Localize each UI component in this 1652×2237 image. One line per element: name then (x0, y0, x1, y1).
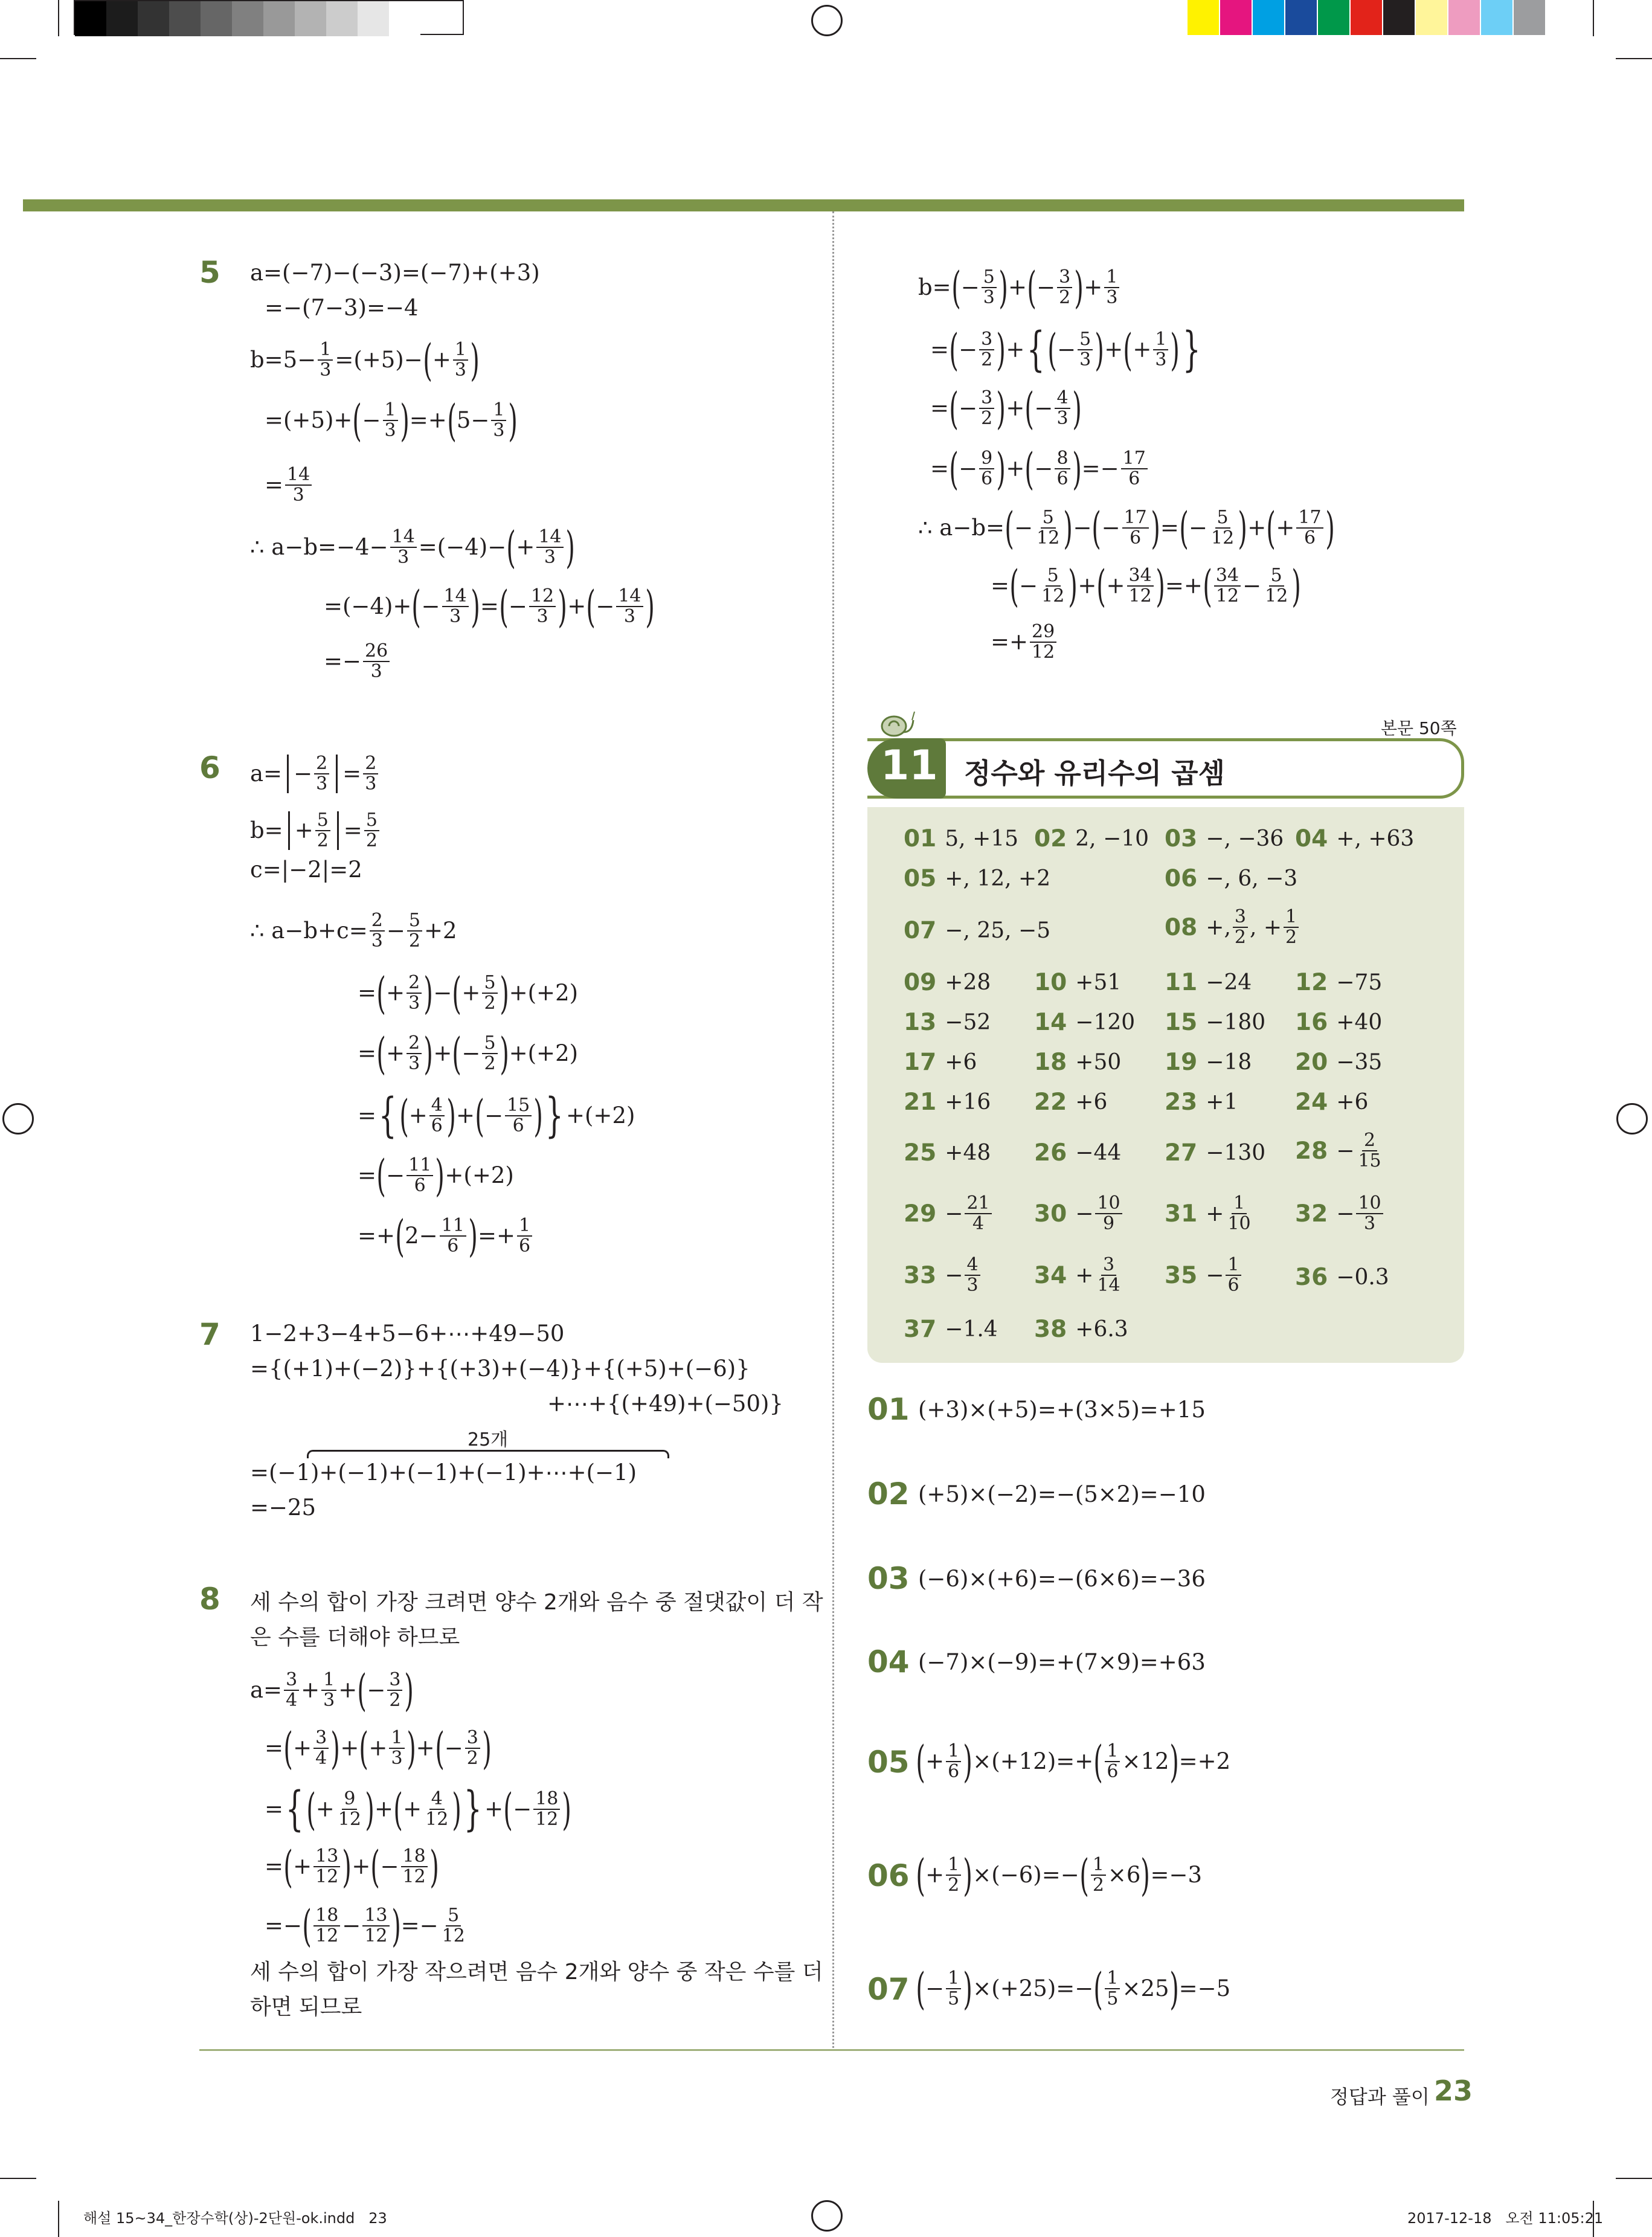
math-line: = ( + $\frac{2}{3}$ ) − ( + $\frac{5}{2}$ ) +(+2) (358, 968, 579, 1019)
solution-number: 03 (867, 1561, 910, 1596)
fraction: $\frac{1}{3}$ (453, 340, 468, 380)
math-line: a=(−7)−(−3)=(−7)+(+3) (250, 260, 540, 286)
fraction: $\frac{5}{3}$ (982, 268, 997, 307)
answer-item: 32 − $\frac{10}{3}$ (1295, 1194, 1385, 1234)
math-line: = ( + $\frac{13}{12}$ ) + ( − $\frac{18}{12}$ ) (265, 1841, 439, 1892)
fraction: $\frac{2}{3}$ (370, 911, 385, 951)
fraction: $\frac{2}{3}$ (363, 754, 378, 794)
answer-item: 26 −44 (1034, 1139, 1122, 1167)
fraction: $\frac{3}{2}$ (979, 388, 994, 428)
solution-number: 05 (867, 1745, 910, 1780)
fraction: $\frac{1}{3}$ (1153, 330, 1168, 370)
fraction: $\frac{3}{2}$ (1057, 268, 1072, 307)
fraction: $\frac{9}{12}$ (338, 1788, 361, 1830)
answer-item: 11 −24 (1165, 969, 1252, 996)
fraction: $\frac{3}{14}$ (1097, 1254, 1120, 1296)
math-line: a= − $\frac{2}{3}$ = $\frac{2}{3}$ (250, 754, 380, 794)
math-line: ( + $\frac{1}{6}$ ) ×(+12)=+ ( $\frac{1}{6}$ ×12 ) =+2 (916, 1736, 1231, 1787)
answer-item: 14 −120 (1034, 1009, 1136, 1036)
answer-item: 33 − $\frac{4}{3}$ (904, 1255, 982, 1295)
math-line: ( − $\frac{1}{5}$ ) ×(+25)=− ( $\frac{1}{5}$ ×25 ) =−5 (916, 1963, 1231, 2014)
count-label: 25개 (468, 1429, 509, 1450)
math-line: =−(7−3)=−4 (265, 295, 419, 321)
problem-number: 6 (199, 750, 220, 785)
fraction: $\frac{14}{3}$ (616, 587, 643, 626)
fraction: $\frac{21}{4}$ (965, 1194, 991, 1234)
fraction: $\frac{2}{3}$ (407, 1034, 422, 1073)
math-line: (−6)×(+6)=−(6×6)=−36 (918, 1566, 1206, 1592)
answer-item: 05 +, 12, +2 (904, 865, 1051, 892)
math-line: = ( − $\frac{3}{2}$ ) + ( − $\frac{4}{3}$ ) (930, 383, 1082, 434)
answer-item: 02 2, −10 (1034, 825, 1149, 852)
solution-number: 01 (867, 1392, 910, 1427)
fraction: $\frac{18}{12}$ (313, 1906, 340, 1946)
math-line: b=5− $\frac{1}{3}$ =(+5)− ( + $\frac{1}{3}$ ) (250, 335, 480, 385)
math-line: (−7)×(−9)=+(7×9)=+63 (918, 1649, 1206, 1675)
fraction: $\frac{1}{6}$ (1226, 1255, 1241, 1295)
fraction: $\frac{1}{2}$ (946, 1855, 961, 1895)
fraction: $\frac{5}{2}$ (407, 911, 422, 951)
math-line: =+ ( 2− $\frac{11}{6}$ ) =+ $\frac{1}{6}$ (358, 1214, 534, 1258)
fraction: $\frac{4}{6}$ (429, 1096, 445, 1136)
math-line: ={(+1)+(−2)}+{(+3)+(−4)}+{(+5)+(−6)} (250, 1356, 750, 1382)
fraction: $\frac{1}{5}$ (946, 1969, 961, 2009)
registration-mark-top (811, 5, 843, 36)
fraction: $\frac{3}{2}$ (979, 330, 994, 370)
math-line: =− $\frac{26}{3}$ (324, 642, 391, 681)
header-bar (23, 199, 1464, 211)
fraction: $\frac{14}{3}$ (442, 587, 469, 626)
fraction: $\frac{9}{6}$ (979, 449, 994, 489)
math-line: = { ( + $\frac{4}{6}$ ) + ( − $\frac{15}{6}$ ) } +(+2) (358, 1089, 635, 1143)
fraction: $\frac{1}{3}$ (491, 401, 506, 440)
fraction: $\frac{1}{3}$ (1104, 268, 1119, 307)
crop-mark (1616, 2178, 1652, 2179)
answer-item: 15 −180 (1165, 1009, 1266, 1036)
fraction: $\frac{3}{2}$ (387, 1670, 402, 1710)
fraction: $\frac{8}{6}$ (1055, 449, 1070, 489)
page-number: 23 (1434, 2074, 1473, 2107)
column-divider (832, 211, 834, 2048)
section-number: 11 (881, 742, 938, 790)
crop-mark (0, 58, 36, 59)
answer-item: 30 − $\frac{10}{9}$ (1034, 1194, 1124, 1234)
math-line: =(−4)+ ( − $\frac{14}{3}$ ) = ( − $\frac{12}{3}$ ) + ( − $\frac{14}{3}$ ) (324, 581, 655, 632)
crop-mark (0, 2178, 36, 2179)
answer-item: 24 +6 (1295, 1089, 1369, 1116)
answer-item: 13 −52 (904, 1009, 991, 1036)
fraction: $\frac{14}{3}$ (390, 527, 417, 567)
color-calibration-bar (1188, 0, 1578, 35)
section-reference: 본문 50쪽 (1381, 718, 1457, 738)
answer-item: 36 −0.3 (1295, 1264, 1389, 1291)
fraction: $\frac{12}{3}$ (529, 587, 556, 626)
fraction: $\frac{1}{6}$ (517, 1216, 532, 1256)
footer-rule (199, 2049, 1464, 2051)
section-title: 정수와 유리수의 곱셈 (964, 757, 1225, 790)
fraction: $\frac{17}{6}$ (1296, 508, 1323, 548)
fraction: $\frac{26}{3}$ (363, 642, 390, 681)
fraction: $\frac{3}{2}$ (465, 1728, 480, 1768)
math-line: =−25 (250, 1495, 317, 1521)
math-line: = ( + $\frac{2}{3}$ ) + ( − $\frac{5}{2}$ ) +(+2) (358, 1028, 579, 1079)
math-line: (+5)×(−2)=−(5×2)=−10 (918, 1481, 1206, 1507)
fraction: $\frac{1}{6}$ (1105, 1742, 1120, 1782)
math-line: c=|−2|=2 (250, 857, 362, 883)
math-line: = ( − $\frac{9}{6}$ ) + ( − $\frac{8}{6}$ ) =− $\frac{17}{6}$ (930, 447, 1149, 491)
fraction: $\frac{15}{6}$ (505, 1096, 532, 1136)
answer-item: 17 +6 (904, 1049, 977, 1076)
answer-item: 22 +6 (1034, 1089, 1108, 1116)
fraction: $\frac{4}{3}$ (965, 1255, 980, 1295)
fraction: $\frac{34}{12}$ (1214, 566, 1241, 606)
answer-item: 01 5, +15 (904, 825, 1019, 852)
answer-item: 06 −, 6, −3 (1165, 865, 1298, 892)
explanation-text: 세 수의 합이 가장 작으려면 음수 2개와 양수 중 작은 수를 더 (250, 1960, 823, 1984)
fraction: $\frac{5}{2}$ (364, 811, 379, 851)
fraction: $\frac{1}{6}$ (946, 1742, 961, 1782)
math-line: a= $\frac{3}{4}$ + $\frac{1}{3}$ + ( − $\frac{3}{2}$ ) (250, 1665, 414, 1716)
answer-item: 10 +51 (1034, 969, 1122, 996)
fraction: $\frac{2}{3}$ (314, 754, 329, 794)
overbrace (307, 1450, 669, 1458)
math-line: = ( − $\frac{3}{2}$ ) + { ( − $\frac{5}{3}$ ) + ( + $\frac{1}{3}$ ) } (930, 323, 1201, 377)
fraction: $\frac{11}{6}$ (407, 1156, 433, 1196)
registration-mark-right (1616, 1103, 1648, 1135)
crop-mark (58, 2201, 59, 2237)
fraction: $\frac{5}{2}$ (482, 973, 497, 1013)
answer-item: 28 − $\frac{2}{15}$ (1295, 1131, 1385, 1171)
fraction: $\frac{5}{12}$ (1037, 507, 1060, 549)
answer-item: 18 +50 (1034, 1049, 1122, 1076)
math-line: b= ( − $\frac{5}{3}$ ) + ( − $\frac{3}{2}$ ) + $\frac{1}{3}$ (918, 266, 1121, 309)
fraction: $\frac{1}{2}$ (1091, 1855, 1106, 1895)
fraction: $\frac{29}{12}$ (1030, 622, 1056, 662)
answer-item: 29 − $\frac{21}{4}$ (904, 1194, 994, 1234)
fraction: $\frac{18}{12}$ (401, 1847, 428, 1887)
footer-label: 정답과 풀이 (1330, 2085, 1430, 2108)
fraction: $\frac{17}{6}$ (1121, 449, 1148, 489)
math-line: = ( + $\frac{3}{4}$ ) + ( + $\frac{1}{3}$ ) + ( − $\frac{3}{2}$ ) (265, 1723, 492, 1774)
fraction: $\frac{10}{9}$ (1095, 1194, 1122, 1234)
math-line: = $\frac{14}{3}$ (265, 465, 313, 505)
math-line: ( + $\frac{1}{2}$ ) ×(−6)=− ( $\frac{1}{2}$ ×6 ) =−3 (916, 1850, 1203, 1901)
fraction: $\frac{1}{3}$ (318, 340, 333, 380)
answer-item: 04 +, +63 (1295, 825, 1415, 852)
math-line: =+ $\frac{29}{12}$ (991, 622, 1058, 662)
answer-item: 38 +6.3 (1034, 1316, 1128, 1343)
grayscale-calibration-bar (74, 0, 464, 35)
problem-number: 8 (199, 1582, 220, 1617)
explanation-text: 세 수의 합이 가장 크려면 양수 2개와 음수 중 절댓값이 더 작 (250, 1590, 823, 1615)
solution-number: 04 (867, 1644, 910, 1679)
math-line: ∴ a−b=−4− $\frac{14}{3}$ =(−4)− ( + $\frac{14}{3}$ ) (250, 522, 575, 573)
answer-item: 31 + $\frac{1}{10}$ (1165, 1194, 1255, 1234)
fraction: $\frac{1}{2}$ (1284, 907, 1299, 947)
answer-item: 27 −130 (1165, 1139, 1266, 1167)
explanation-text: 은 수를 더해야 하므로 (250, 1625, 460, 1650)
solution-number: 06 (867, 1858, 910, 1893)
problem-number: 5 (199, 255, 220, 290)
fraction: $\frac{17}{6}$ (1122, 508, 1149, 548)
fraction: $\frac{5}{12}$ (1041, 565, 1065, 607)
math-line: ∴ a−b+c= $\frac{2}{3}$ − $\frac{5}{2}$ +2 (250, 910, 457, 951)
fraction: $\frac{2}{15}$ (1358, 1130, 1381, 1171)
math-line: b= + $\frac{5}{2}$ = $\frac{5}{2}$ (250, 811, 381, 851)
fraction: $\frac{4}{12}$ (425, 1788, 449, 1830)
answer-item: 35 − $\frac{1}{6}$ (1165, 1255, 1243, 1295)
fraction: $\frac{1}{3}$ (321, 1670, 336, 1710)
problem-number: 7 (199, 1317, 220, 1352)
answer-item: 16 +40 (1295, 1009, 1383, 1036)
fraction: $\frac{1}{3}$ (389, 1728, 404, 1768)
fraction: $\frac{1}{5}$ (1105, 1969, 1120, 2009)
answer-item: 37 −1.4 (904, 1316, 998, 1343)
answer-item: 08 +, $\frac{3}{2}$ , + $\frac{1}{2}$ (1165, 907, 1300, 947)
print-slug-date: 2017-12-18 오전 11:05:21 (1407, 2210, 1604, 2227)
math-line: +⋯+{(+49)+(−50)} (547, 1391, 783, 1417)
answer-item: 19 −18 (1165, 1049, 1252, 1076)
fraction: $\frac{3}{2}$ (1233, 907, 1248, 947)
math-line: =(+5)+ ( − $\frac{1}{3}$ ) =+ ( 5− $\frac{1}{3}$ ) (265, 395, 518, 446)
math-line: 1−2+3−4+5−6+⋯+49−50 (250, 1321, 565, 1347)
fraction: $\frac{13}{12}$ (313, 1847, 340, 1887)
solution-number: 02 (867, 1476, 910, 1511)
answer-item: 09 +28 (904, 969, 991, 996)
answer-item: 25 +48 (904, 1139, 991, 1167)
solution-number: 07 (867, 1972, 910, 2007)
fraction: $\frac{3}{4}$ (284, 1670, 299, 1710)
fraction: $\frac{14}{3}$ (285, 465, 312, 505)
registration-mark-left (2, 1103, 34, 1135)
fraction: $\frac{2}{3}$ (407, 973, 422, 1013)
answer-item: 34 + $\frac{3}{14}$ (1034, 1255, 1124, 1295)
crop-mark (1616, 58, 1652, 59)
fraction: $\frac{5}{12}$ (1210, 507, 1235, 549)
math-line: = ( − $\frac{11}{6}$ ) +(+2) (358, 1150, 514, 1201)
fraction: $\frac{14}{3}$ (536, 527, 563, 567)
fraction: $\frac{18}{12}$ (533, 1789, 560, 1829)
math-line: ∴ a−b= ( − $\frac{5}{12}$ ) − ( − $\frac{17}{6}$ ) = ( − $\frac{5}{12}$ ) + ( + $\frac{17}{6}$ ) (918, 503, 1335, 553)
math-line: =− ( $\frac{18}{12}$ − $\frac{13}{12}$ ) =− $\frac{5}{12}$ (265, 1904, 469, 1948)
crop-mark (1593, 0, 1594, 36)
fraction: $\frac{5}{3}$ (1078, 330, 1093, 370)
fraction: $\frac{5}{2}$ (315, 811, 330, 851)
answer-item: 07 −, 25, −5 (904, 917, 1051, 944)
fraction: $\frac{11}{6}$ (440, 1216, 466, 1256)
fraction: $\frac{5}{2}$ (482, 1034, 497, 1073)
answer-item: 03 −, −36 (1165, 825, 1284, 852)
fraction: $\frac{34}{12}$ (1127, 566, 1154, 606)
fraction: $\frac{4}{3}$ (1055, 388, 1070, 428)
math-line: =(−1)+(−1)+(−1)+(−1)+⋯+(−1) (250, 1460, 637, 1485)
fraction: $\frac{3}{4}$ (313, 1728, 329, 1768)
print-slug-file: 해설 15~34_한장수학(상)-2단원-ok.indd 23 (83, 2210, 387, 2227)
answer-item: 23 +1 (1165, 1089, 1238, 1116)
fraction: $\frac{5}{12}$ (1265, 565, 1288, 607)
math-line: = ( − $\frac{5}{12}$ ) + ( + $\frac{34}{12}$ ) =+ ( $\frac{34}{12}$ − $\frac{5}{12}$ ) (991, 561, 1302, 611)
answer-item: 12 −75 (1295, 969, 1383, 996)
fraction: $\frac{1}{10}$ (1227, 1193, 1251, 1234)
answer-item: 20 −35 (1295, 1049, 1383, 1076)
fraction: $\frac{1}{3}$ (383, 401, 398, 440)
fraction: $\frac{13}{12}$ (362, 1906, 389, 1946)
math-line: = { ( + $\frac{9}{12}$ ) + ( + $\frac{4}{12}$ ) } + ( − $\frac{18}{12}$ ) (265, 1782, 572, 1836)
explanation-text: 하면 되므로 (250, 1995, 362, 2020)
crop-mark (58, 0, 59, 36)
fraction: $\frac{10}{3}$ (1356, 1194, 1383, 1234)
fraction: $\frac{5}{12}$ (442, 1905, 465, 1946)
registration-mark-bottom (811, 2200, 843, 2232)
answer-item: 21 +16 (904, 1089, 991, 1116)
math-line: (+3)×(+5)=+(3×5)=+15 (918, 1397, 1206, 1423)
snail-icon (877, 708, 919, 738)
